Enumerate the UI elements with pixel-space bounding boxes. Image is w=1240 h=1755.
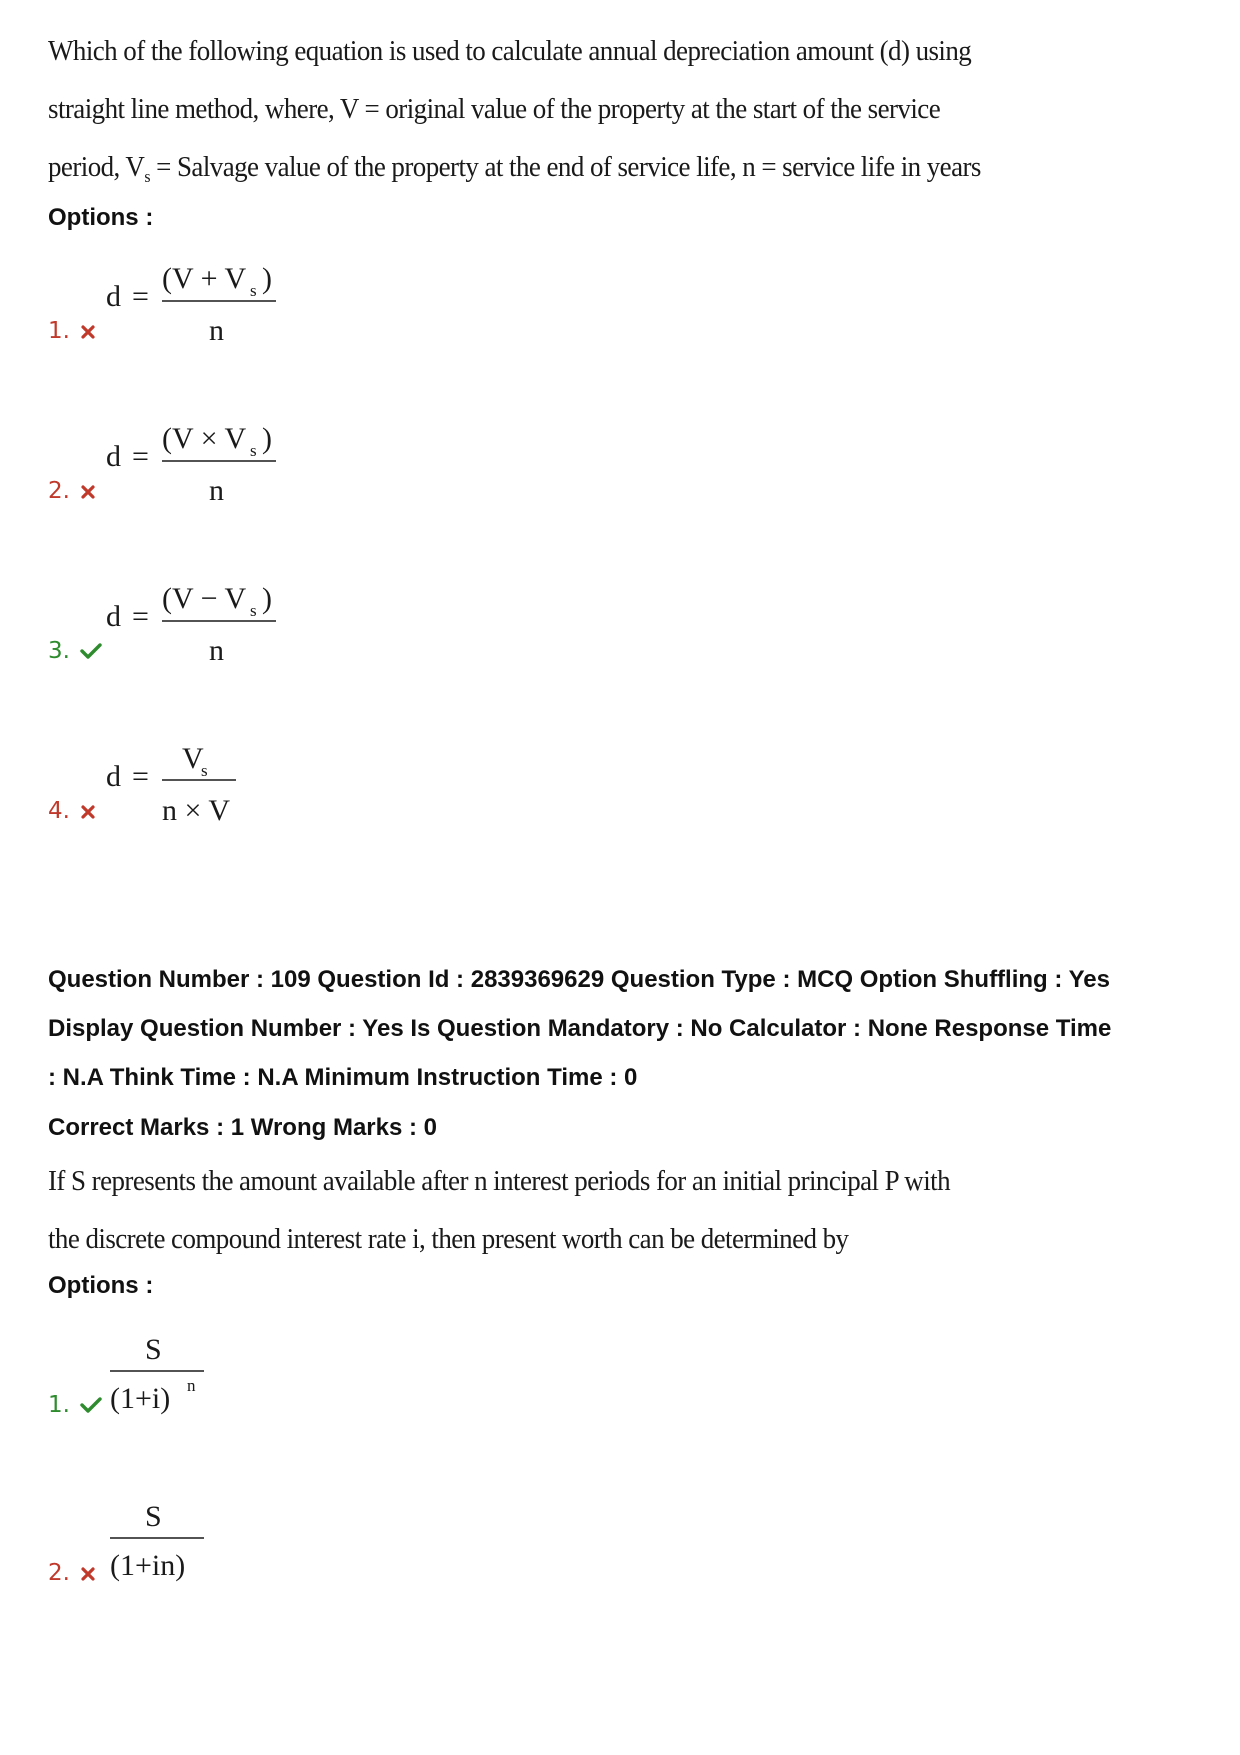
option-4-formula <box>104 740 264 835</box>
metadata-line-2: Display Question Number : Yes Is Question Mandatory : No Calculator : None Response Time <box>48 1015 1112 1042</box>
svg-text:n: n <box>209 634 224 667</box>
svg-text:(1+i): (1+i) <box>110 1382 171 1415</box>
q109-option-2[interactable] <box>48 1560 96 1586</box>
svg-text:s: s <box>250 281 257 300</box>
svg-text:=: = <box>132 280 149 313</box>
q109-option-1[interactable] <box>48 1392 102 1418</box>
option-1-formula <box>104 258 294 353</box>
option-2-number: 2. <box>48 478 70 504</box>
question-109-metadata <box>48 955 1218 1102</box>
question-109-text <box>48 1152 951 1268</box>
svg-text:): ) <box>262 262 272 295</box>
option-2-formula <box>104 418 294 513</box>
svg-text:n: n <box>209 474 224 507</box>
svg-text:s: s <box>250 441 257 460</box>
check-icon <box>80 638 102 664</box>
question-108-text <box>48 22 981 206</box>
option-4[interactable] <box>48 798 96 824</box>
cross-icon <box>80 1560 96 1586</box>
check-icon <box>80 1392 102 1418</box>
salvage-subscript: s <box>144 167 150 186</box>
cross-icon <box>80 318 96 344</box>
question-108-line-3 <box>48 138 981 206</box>
svg-text:=: = <box>132 760 149 793</box>
metadata-line-1: Question Number : 109 Question Id : 2839369629 Question Type : MCQ Option Shuffling : Yes <box>48 966 1110 993</box>
svg-text:d: d <box>106 760 121 793</box>
svg-text:S: S <box>145 1500 162 1533</box>
question-108-line-2: straight line method, where, V = original value of the property at the start of the service <box>48 93 941 125</box>
svg-text:d: d <box>106 280 121 313</box>
svg-text:=: = <box>132 440 149 473</box>
option-1-number: 1. <box>48 318 70 344</box>
svg-text:n × V: n × V <box>162 794 231 827</box>
q109-option-1-number: 1. <box>48 1392 70 1418</box>
question-108-line-3-start: period, V <box>48 151 145 183</box>
svg-text:n: n <box>187 1376 196 1395</box>
svg-text:(V × V: (V × V <box>162 422 247 455</box>
svg-text:s: s <box>250 601 257 620</box>
svg-text:n: n <box>209 314 224 347</box>
marks-line: Correct Marks : 1 Wrong Marks : 0 <box>48 1114 438 1141</box>
svg-text:d: d <box>106 600 121 633</box>
question-109-line-2: the discrete compound interest rate i, then present worth can be determined by <box>48 1223 849 1255</box>
question-109-line-1: If S represents the amount available after n interest periods for an initial principal P with <box>48 1165 951 1197</box>
options-label: Options : <box>48 204 154 231</box>
option-1[interactable] <box>48 318 96 344</box>
cross-icon <box>80 478 96 504</box>
option-3[interactable] <box>48 638 102 664</box>
svg-text:S: S <box>145 1333 162 1366</box>
svg-text:d: d <box>106 440 121 473</box>
question-108-line-3-end: = Salvage value of the property at the end of service life, n = service life in years <box>149 151 981 183</box>
option-3-number: 3. <box>48 638 70 664</box>
svg-text:V: V <box>182 742 204 775</box>
q109-option-2-formula <box>108 1492 218 1592</box>
question-108-line-1: Which of the following equation is used to calculate annual depreciation amount (d) using <box>48 35 972 67</box>
option-3-formula <box>104 578 294 673</box>
option-2[interactable] <box>48 478 96 504</box>
svg-text:(V + V: (V + V <box>162 262 247 295</box>
svg-text:=: = <box>132 600 149 633</box>
cross-icon <box>80 798 96 824</box>
svg-text:): ) <box>262 582 272 615</box>
q109-option-1-formula <box>108 1325 218 1425</box>
options-label: Options : <box>48 1272 154 1299</box>
metadata-line-3: : N.A Think Time : N.A Minimum Instruction Time : 0 <box>48 1064 638 1091</box>
svg-text:): ) <box>262 422 272 455</box>
svg-text:s: s <box>201 761 208 780</box>
q109-option-2-number: 2. <box>48 1560 70 1586</box>
svg-text:(V − V: (V − V <box>162 582 247 615</box>
option-4-number: 4. <box>48 798 70 824</box>
svg-text:(1+in): (1+in) <box>110 1549 186 1582</box>
